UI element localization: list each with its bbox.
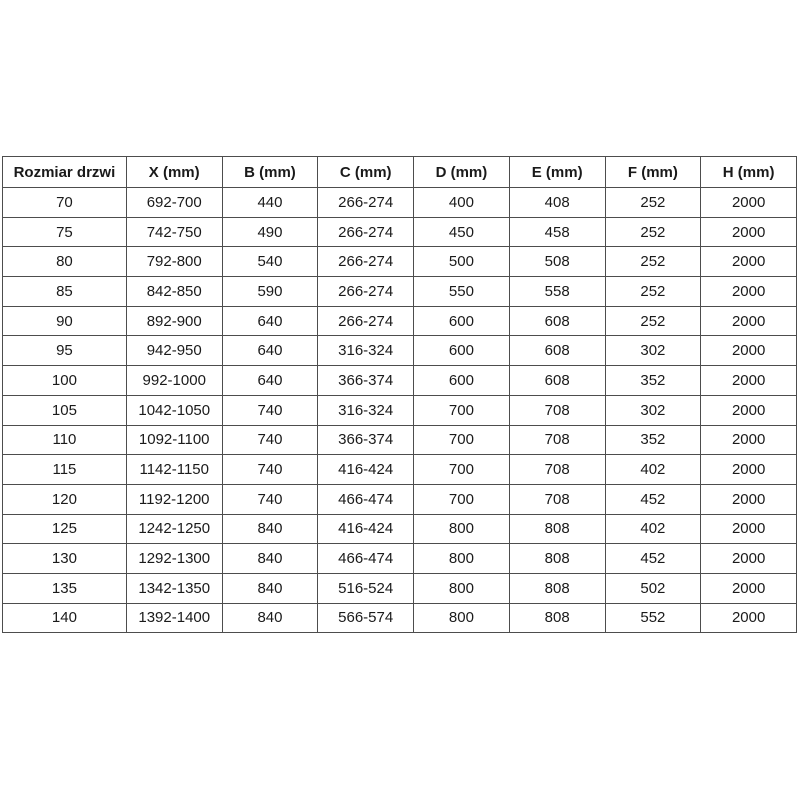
dimension-cell: 2000 (701, 425, 797, 455)
dimension-cell: 266-274 (318, 277, 414, 307)
dimension-cell: 566-574 (318, 603, 414, 633)
dimension-cell: 1192-1200 (126, 484, 222, 514)
door-size-cell: 75 (3, 217, 127, 247)
table-row (3, 247, 797, 277)
table-row (3, 603, 797, 633)
dimension-cell: 1292-1300 (126, 544, 222, 574)
dimension-cell: 366-374 (318, 366, 414, 396)
dimension-cell: 800 (414, 514, 510, 544)
door-size-cell: 120 (3, 484, 127, 514)
dimension-cell: 416-424 (318, 514, 414, 544)
dimension-cell: 540 (222, 247, 318, 277)
dimension-cell: 552 (605, 603, 701, 633)
table-row (3, 366, 797, 396)
table-row (3, 306, 797, 336)
door-size-cell: 85 (3, 277, 127, 307)
dimension-cell: 500 (414, 247, 510, 277)
dimension-cell: 2000 (701, 455, 797, 485)
dimension-cell: 742-750 (126, 217, 222, 247)
dimension-cell: 600 (414, 306, 510, 336)
dimension-cell: 458 (509, 217, 605, 247)
dimension-cell: 992-1000 (126, 366, 222, 396)
door-size-cell: 95 (3, 336, 127, 366)
dimension-cell: 2000 (701, 484, 797, 514)
dimension-cell: 2000 (701, 336, 797, 366)
dimension-cell: 2000 (701, 366, 797, 396)
column-header: F (mm) (605, 157, 701, 188)
dimension-cell: 252 (605, 247, 701, 277)
dimension-cell: 792-800 (126, 247, 222, 277)
dimension-cell: 2000 (701, 514, 797, 544)
column-header: C (mm) (318, 157, 414, 188)
table-row (3, 573, 797, 603)
dimension-cell: 708 (509, 425, 605, 455)
table-row (3, 188, 797, 218)
door-size-cell: 125 (3, 514, 127, 544)
door-size-cell: 135 (3, 573, 127, 603)
door-sizes-table (2, 156, 797, 633)
dimension-cell: 550 (414, 277, 510, 307)
dimension-cell: 2000 (701, 306, 797, 336)
dimension-cell: 502 (605, 573, 701, 603)
dimension-cell: 302 (605, 395, 701, 425)
dimension-cell: 700 (414, 455, 510, 485)
dimension-cell: 466-474 (318, 484, 414, 514)
dimension-cell: 508 (509, 247, 605, 277)
dimension-cell: 1092-1100 (126, 425, 222, 455)
dimension-cell: 2000 (701, 217, 797, 247)
dimension-cell: 366-374 (318, 425, 414, 455)
dimension-cell: 266-274 (318, 217, 414, 247)
table-row (3, 277, 797, 307)
door-size-cell: 130 (3, 544, 127, 574)
dimension-cell: 700 (414, 425, 510, 455)
column-header: B (mm) (222, 157, 318, 188)
dimension-cell: 558 (509, 277, 605, 307)
dimension-cell: 608 (509, 336, 605, 366)
dimension-cell: 2000 (701, 603, 797, 633)
dimension-cell: 266-274 (318, 188, 414, 218)
dimension-cell: 1142-1150 (126, 455, 222, 485)
dimension-cell: 2000 (701, 188, 797, 218)
dimension-cell: 252 (605, 188, 701, 218)
dimension-cell: 452 (605, 484, 701, 514)
door-size-cell: 110 (3, 425, 127, 455)
dimension-cell: 700 (414, 395, 510, 425)
dimension-cell: 640 (222, 306, 318, 336)
dimension-cell: 740 (222, 484, 318, 514)
dimension-cell: 352 (605, 366, 701, 396)
dimension-cell: 402 (605, 455, 701, 485)
dimension-cell: 2000 (701, 247, 797, 277)
dimension-cell: 700 (414, 484, 510, 514)
dimension-cell: 266-274 (318, 247, 414, 277)
door-size-cell: 105 (3, 395, 127, 425)
column-header: X (mm) (126, 157, 222, 188)
dimension-cell: 600 (414, 336, 510, 366)
table-row (3, 514, 797, 544)
dimension-cell: 608 (509, 366, 605, 396)
dimension-cell: 266-274 (318, 306, 414, 336)
dimension-cell: 252 (605, 306, 701, 336)
dimension-cell: 708 (509, 395, 605, 425)
dimension-cell: 352 (605, 425, 701, 455)
dimension-cell: 640 (222, 366, 318, 396)
dimension-cell: 440 (222, 188, 318, 218)
dimension-cell: 840 (222, 573, 318, 603)
dimension-cell: 400 (414, 188, 510, 218)
dimension-cell: 490 (222, 217, 318, 247)
dimension-cell: 800 (414, 544, 510, 574)
dimension-cell: 808 (509, 573, 605, 603)
dimension-cell: 600 (414, 366, 510, 396)
table-body (3, 188, 797, 633)
door-size-cell: 70 (3, 188, 127, 218)
dimension-cell: 316-324 (318, 336, 414, 366)
dimension-cell: 692-700 (126, 188, 222, 218)
dimension-cell: 840 (222, 514, 318, 544)
dimension-cell: 740 (222, 425, 318, 455)
dimension-cell: 708 (509, 455, 605, 485)
dimension-cell: 808 (509, 603, 605, 633)
door-size-cell: 115 (3, 455, 127, 485)
door-size-cell: 100 (3, 366, 127, 396)
column-header: D (mm) (414, 157, 510, 188)
dimension-cell: 252 (605, 277, 701, 307)
door-size-cell: 80 (3, 247, 127, 277)
dimension-cell: 1242-1250 (126, 514, 222, 544)
table-header-row (3, 157, 797, 188)
dimension-cell: 608 (509, 306, 605, 336)
dimension-cell: 402 (605, 514, 701, 544)
table-row (3, 484, 797, 514)
column-header: H (mm) (701, 157, 797, 188)
dimension-cell: 842-850 (126, 277, 222, 307)
dimension-cell: 452 (605, 544, 701, 574)
door-size-cell: 90 (3, 306, 127, 336)
table-row (3, 336, 797, 366)
dimension-cell: 466-474 (318, 544, 414, 574)
table-row (3, 455, 797, 485)
dimension-cell: 316-324 (318, 395, 414, 425)
dimension-cell: 1042-1050 (126, 395, 222, 425)
dimension-cell: 640 (222, 336, 318, 366)
dimension-cell: 1392-1400 (126, 603, 222, 633)
dimension-cell: 408 (509, 188, 605, 218)
dimension-cell: 2000 (701, 277, 797, 307)
dimension-cell: 740 (222, 455, 318, 485)
dimension-cell: 302 (605, 336, 701, 366)
column-header: E (mm) (509, 157, 605, 188)
dimension-cell: 416-424 (318, 455, 414, 485)
dimension-cell: 2000 (701, 544, 797, 574)
dimension-cell: 892-900 (126, 306, 222, 336)
dimension-cell: 590 (222, 277, 318, 307)
table-row (3, 395, 797, 425)
dimension-cell: 708 (509, 484, 605, 514)
dimension-cell: 800 (414, 573, 510, 603)
dimension-cell: 808 (509, 514, 605, 544)
column-header: Rozmiar drzwi (3, 157, 127, 188)
dimension-cell: 516-524 (318, 573, 414, 603)
dimension-cell: 840 (222, 544, 318, 574)
dimension-cell: 252 (605, 217, 701, 247)
door-size-cell: 140 (3, 603, 127, 633)
table-row (3, 425, 797, 455)
dimension-cell: 800 (414, 603, 510, 633)
table-row (3, 544, 797, 574)
table-row (3, 217, 797, 247)
dimension-cell: 808 (509, 544, 605, 574)
dimension-cell: 1342-1350 (126, 573, 222, 603)
dimension-cell: 740 (222, 395, 318, 425)
dimension-cell: 2000 (701, 573, 797, 603)
dimension-cell: 450 (414, 217, 510, 247)
dimension-cell: 942-950 (126, 336, 222, 366)
dimension-cell: 2000 (701, 395, 797, 425)
dimension-cell: 840 (222, 603, 318, 633)
